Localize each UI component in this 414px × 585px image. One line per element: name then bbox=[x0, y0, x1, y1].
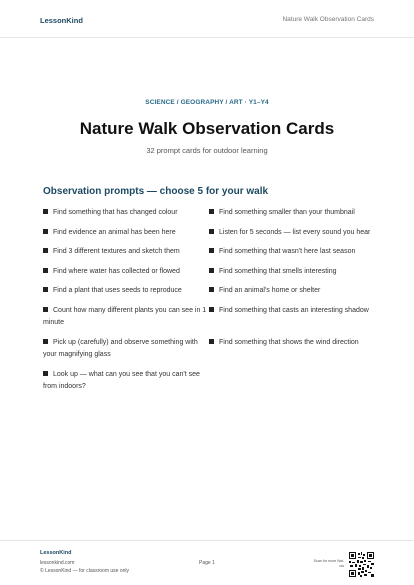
square-bullet-icon bbox=[43, 209, 48, 214]
footer-site-link[interactable]: lessonkind.com bbox=[40, 560, 75, 566]
page-title: Nature Walk Observation Cards bbox=[79, 119, 335, 138]
prompt-item bbox=[209, 266, 371, 286]
footer-brand: LessonKind bbox=[40, 550, 72, 556]
page-footer bbox=[0, 540, 414, 585]
qr-code-icon[interactable] bbox=[349, 552, 374, 577]
prompt-text: Find something that shows the wind direction bbox=[219, 338, 359, 346]
prompt-item bbox=[209, 246, 371, 266]
prompt-item bbox=[43, 337, 209, 369]
prompt-text: Find something that has changed colour bbox=[53, 209, 178, 216]
prompt-item bbox=[209, 207, 371, 227]
brand-logo[interactable]: LessonKind bbox=[40, 16, 83, 25]
square-bullet-icon bbox=[43, 307, 48, 312]
prompt-item bbox=[209, 285, 371, 305]
square-bullet-icon bbox=[209, 307, 214, 312]
square-bullet-icon bbox=[43, 248, 48, 253]
prompt-item bbox=[43, 266, 209, 286]
footer-copyright: © LessonKind — for classroom use only bbox=[40, 568, 130, 574]
prompt-item bbox=[43, 207, 209, 227]
prompt-text: Find 3 different textures and sketch them bbox=[53, 248, 180, 255]
square-bullet-icon bbox=[209, 229, 214, 234]
prompt-text: Look up — what can you see that you can't see from indoors? bbox=[43, 370, 200, 390]
square-bullet-icon bbox=[43, 287, 48, 292]
square-bullet-icon bbox=[43, 229, 48, 234]
prompt-item bbox=[43, 369, 209, 401]
prompt-text: Pick up (carefully) and observe something with your magnifying glass bbox=[43, 338, 198, 358]
square-bullet-icon bbox=[209, 287, 214, 292]
prompt-item bbox=[209, 337, 371, 369]
prompt-text: Find where water has collected or flowed bbox=[53, 267, 180, 275]
header-title: Nature Walk Observation Cards bbox=[282, 16, 374, 23]
page-header bbox=[0, 0, 414, 38]
prompt-item bbox=[43, 305, 209, 337]
square-bullet-icon bbox=[209, 209, 214, 214]
prompt-text: Find something that wasn't here last season bbox=[219, 248, 356, 255]
square-bullet-icon bbox=[43, 268, 48, 273]
prompt-grid bbox=[43, 207, 371, 401]
subject-line: SCIENCE / GEOGRAPHY / ART · Y1–Y4 bbox=[145, 99, 269, 106]
section-title: Observation prompts — choose 5 for your walk bbox=[43, 186, 269, 197]
prompt-item bbox=[43, 227, 209, 247]
prompt-item bbox=[209, 305, 371, 337]
prompt-item bbox=[209, 227, 371, 247]
prompt-text: Find something smaller than your thumbnail bbox=[219, 209, 355, 216]
square-bullet-icon bbox=[43, 371, 48, 376]
prompt-item bbox=[43, 285, 209, 305]
square-bullet-icon bbox=[209, 339, 214, 344]
square-bullet-icon bbox=[43, 339, 48, 344]
square-bullet-icon bbox=[209, 268, 214, 273]
prompt-item bbox=[43, 246, 209, 266]
prompt-text: Find something that smells interesting bbox=[219, 267, 337, 275]
prompt-text: Find an animal's home or shelter bbox=[219, 287, 321, 294]
prompt-text: Count how many different plants you can see in 1 minute bbox=[43, 306, 207, 326]
qr-caption: Scan for more Nat-uw bbox=[313, 559, 344, 568]
prompt-text: Find something that casts an interesting shadow bbox=[219, 306, 369, 314]
prompt-text: Listen for 5 seconds — list every sound you hear bbox=[219, 228, 371, 236]
prompt-text: Find evidence an animal has been here bbox=[53, 228, 176, 236]
page-subtitle: 32 prompt cards for outdoor learning bbox=[146, 146, 268, 155]
prompt-text: Find a plant that uses seeds to reproduce bbox=[53, 287, 182, 294]
page-number: Page 1 bbox=[199, 560, 215, 566]
square-bullet-icon bbox=[209, 248, 214, 253]
